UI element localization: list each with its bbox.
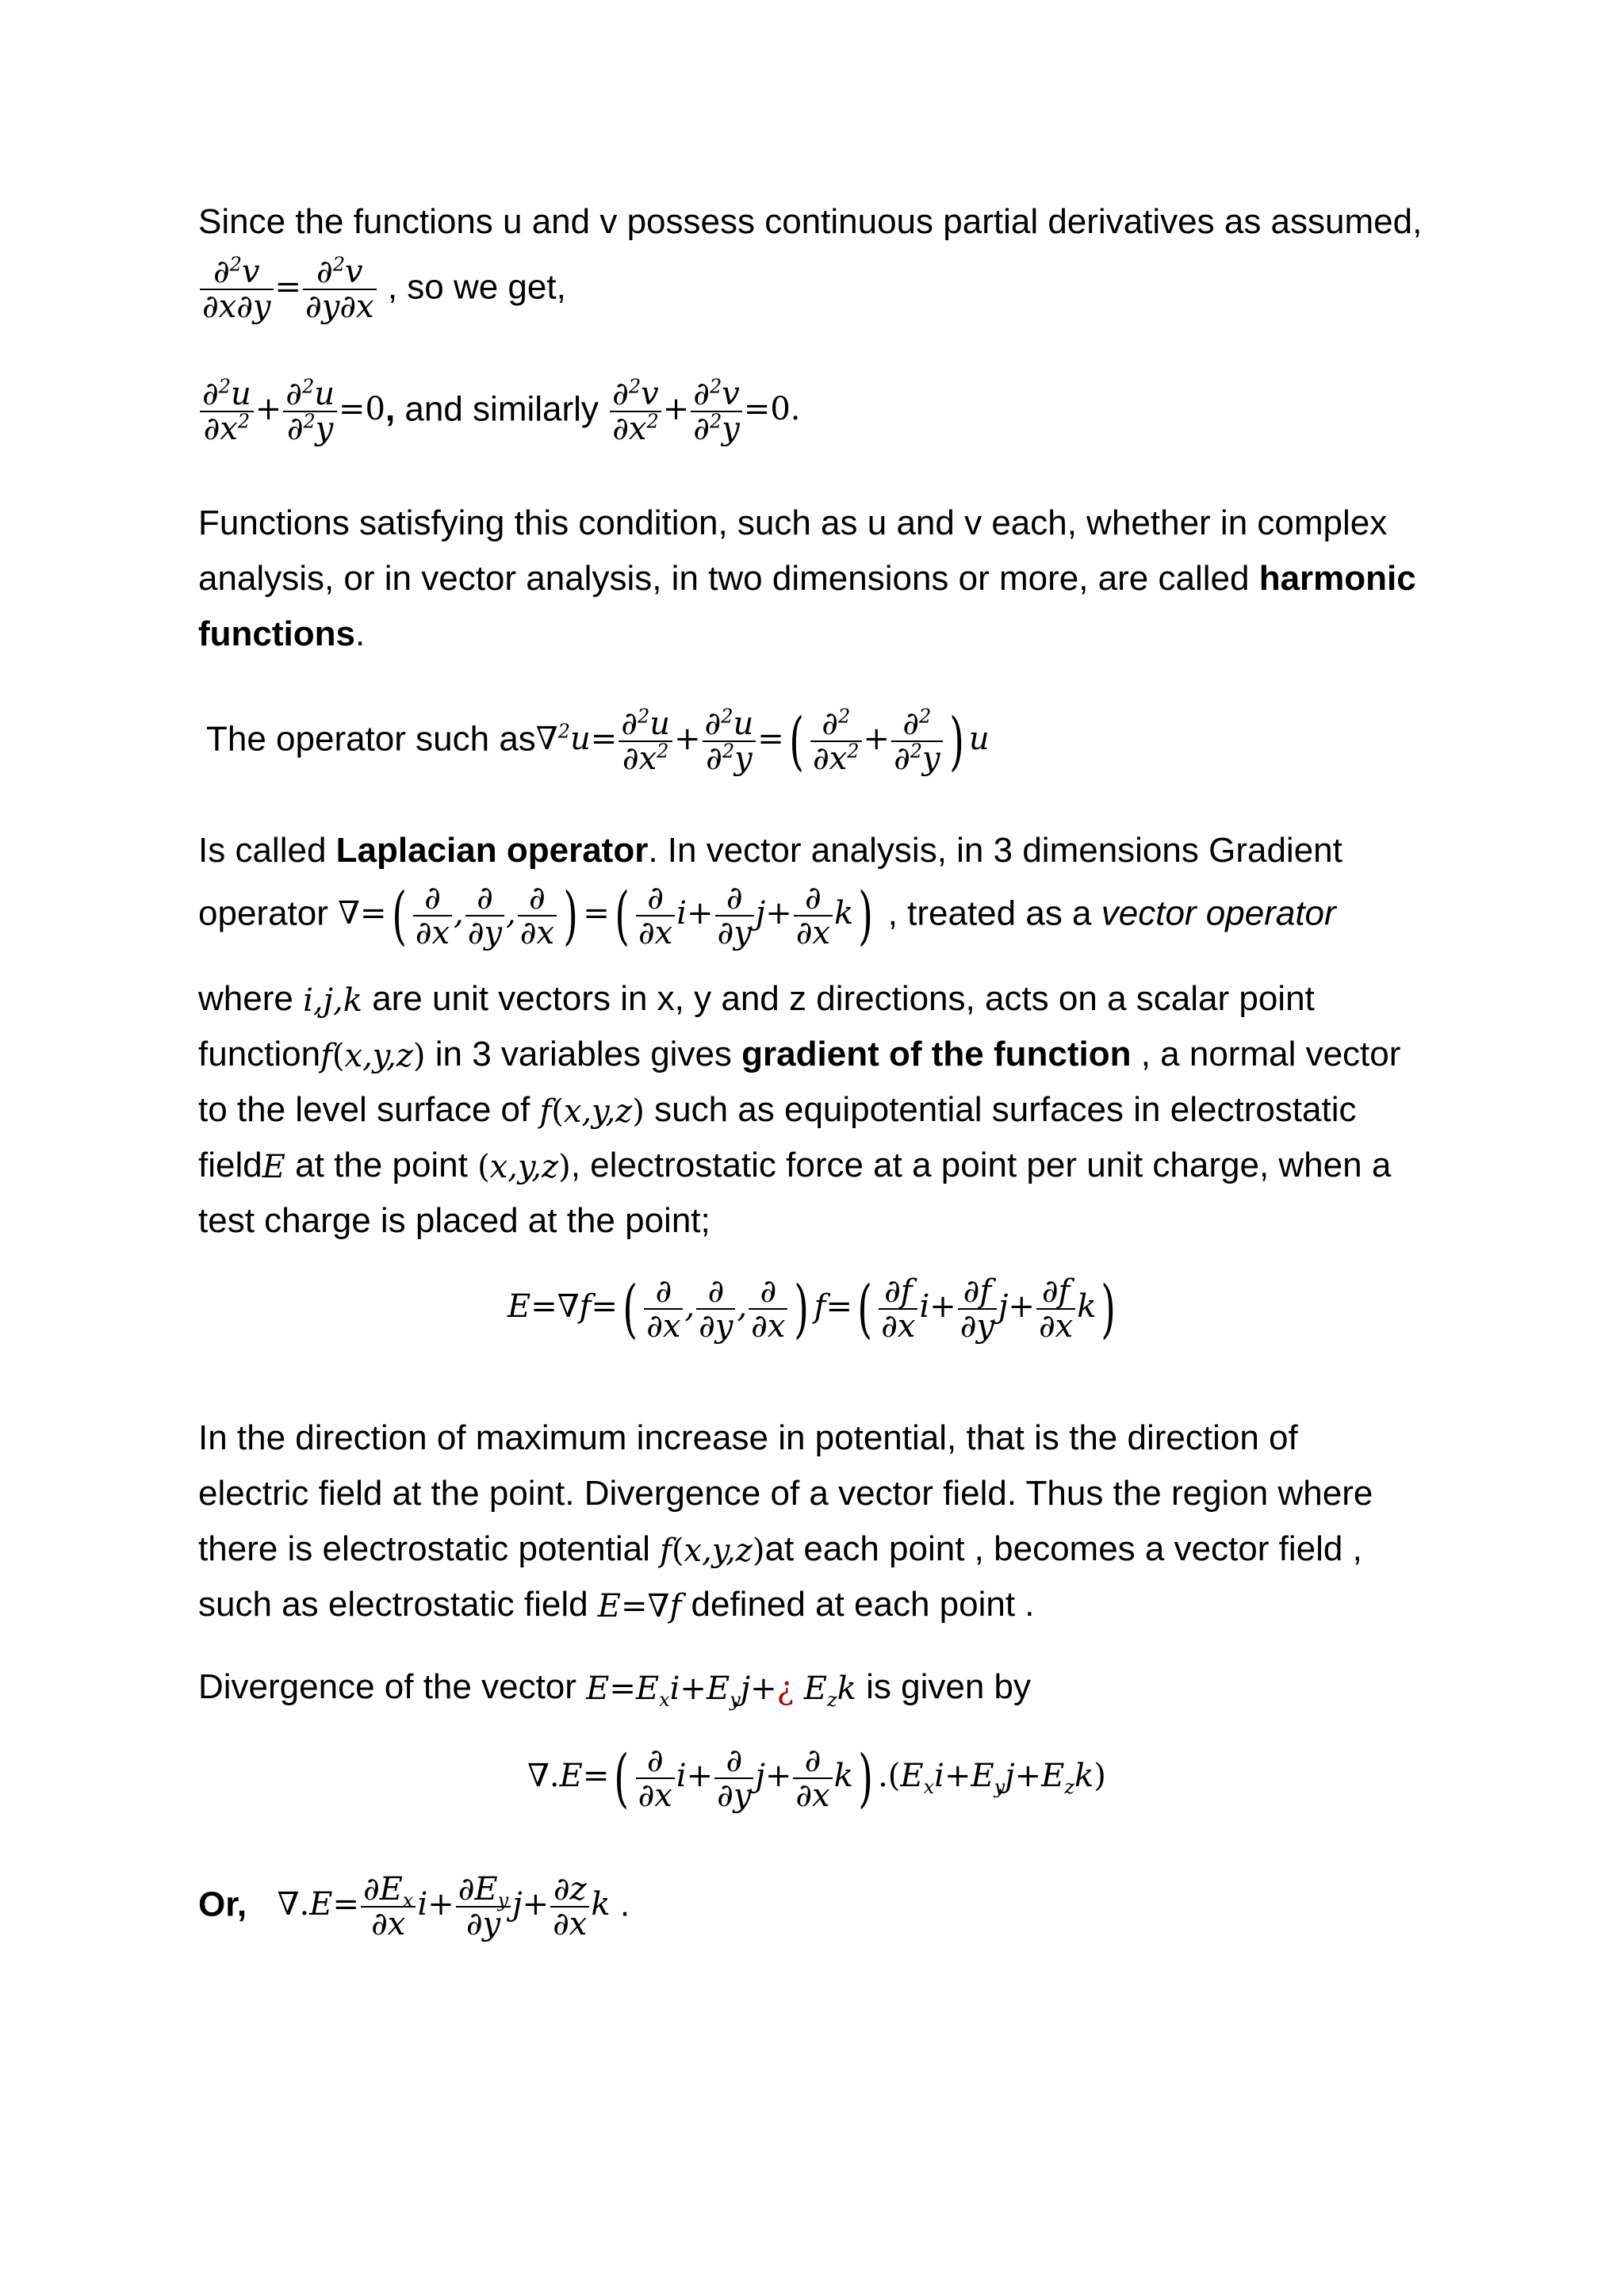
equation-laplace-u: $\frac{\partial^2u}{\partial x^2}$ + $\frac{\partial^2u}{\partial^2y}$ =0 xyxy=(198,377,385,446)
text-p2-line2: analysis, or in vector analysis, in two dimensions or more, are called xyxy=(198,559,1250,598)
direction-line-1 xyxy=(198,1416,1298,1460)
equation-divergence: ∇.E=( $\frac{\partial}{\partial x}$ i+ $\frac{\partial}{\partial y}$ j+ $\frac{\partial}{\partial x}$ k) $.(E_xi+E_yj+E_zk)$ xyxy=(527,1741,1106,1815)
operator-line xyxy=(206,704,990,778)
divergence-equation-line xyxy=(527,1741,1106,1815)
equation-gradient-operator: ∇=( $\frac{\partial}{\partial x}$ , $\frac{\partial}{\partial y}$ , $\frac{\partial}{\partial x}$ ) =( $\frac{\partial}{\partial x}$ i+ $\frac{\partial}{\partial y}$ j+ $\frac{\partial}{\partial x}$ k) xyxy=(338,878,874,952)
text-dir-line1: In the direction of maximum increase in potential, that is the direction of xyxy=(198,1418,1298,1457)
text-vector-analysis: . In vector analysis, in 3 dimensions Gradient xyxy=(648,831,1342,870)
equation-E-grad-f: E=∇f=( $\frac{\partial}{\partial x}$ , $\frac{\partial}{\partial y}$ , $\frac{\partial}{\partial x}$ ) f=( $\frac{\partial f}{\partial x}$ i+ $\frac{\partial f}{\partial y}$ j+ $\frac{\partial f}{\partial x}$ k) xyxy=(508,1272,1116,1345)
paragraph-2-line-1 xyxy=(198,501,1387,545)
function-line xyxy=(198,1032,1400,1078)
equation-divergence-result: ∇.E= $\frac{\partial E_x}{\partial x}$ i+ $\frac{\partial E_y}{\partial y}$ j+ $\frac{\partial z}{\partial x}$ k xyxy=(277,1871,611,1942)
direction-line-3 xyxy=(198,1527,1362,1573)
text-so-we-get: , so we get, xyxy=(387,267,566,307)
text-is-called: Is called xyxy=(198,831,327,870)
level-surface-line xyxy=(198,1088,1356,1134)
text-function: function xyxy=(198,1035,321,1073)
text-treated-as: , treated as a xyxy=(887,894,1092,933)
text-level-surface: to the level surface of xyxy=(198,1090,530,1129)
text-p2-line1: Functions satisfying this condition, such as u and v each, whether in complex xyxy=(198,503,1388,542)
laplace-equations-line: $\frac{\partial^2u}{\partial x^2}$ + $\frac{\partial^2u}{\partial^2y}$ =0, and similarly $\frac{\partial^2v}{\partial x^2}$ + $\frac{\partial^2v}{\partial^2y}$ =0. xyxy=(198,377,801,446)
math-f-xyz-3: f(x,y,z) xyxy=(660,1533,765,1570)
text-vector-operator-italic: vector operator xyxy=(1101,894,1336,933)
field-line xyxy=(198,1143,1391,1189)
text-and-similarly: and similarly xyxy=(404,389,599,429)
text-at-the-point: at the point xyxy=(295,1146,468,1184)
mixed-partial-equation xyxy=(198,255,566,323)
math-ijk: i,j,k xyxy=(303,982,362,1020)
math-E: E xyxy=(262,1149,285,1186)
laplacian-named-line xyxy=(198,828,1342,873)
equation-laplacian: ∇$^2$u= $\frac{\partial^2u}{\partial x^2}$ + $\frac{\partial^2u}{\partial^2y}$ =( $\frac{\partial^2}{\partial x^2}$ + $\frac{\partial^2}{\partial^2y}$ ) u xyxy=(535,704,990,778)
text-dir-line3b: at each point , becomes a vector field , xyxy=(764,1529,1362,1568)
text-test-charge: test charge is placed at the point; xyxy=(198,1201,710,1240)
text-p1: Since the functions u and v possess continuous partial derivatives as assumed, xyxy=(198,202,1423,241)
text-or: Or, xyxy=(198,1885,247,1924)
text-functions-bold: functions xyxy=(198,614,355,653)
divergence-line xyxy=(198,1665,1031,1711)
direction-line-2 xyxy=(198,1471,1373,1516)
text-operator-label: operator xyxy=(198,894,328,933)
text-operator-intro: The operator such as xyxy=(206,719,536,759)
paragraph-1-line xyxy=(198,200,1422,244)
math-xyz: (x,y,z) xyxy=(477,1149,571,1186)
text-dir-line4b: defined at each point . xyxy=(691,1585,1035,1624)
text-dir-line4a: such as electrostatic field xyxy=(198,1585,588,1624)
paragraph-2-line-3 xyxy=(198,612,365,656)
text-final-period: . xyxy=(619,1885,630,1924)
text-laplacian-bold: Laplacian operator xyxy=(335,831,649,870)
math-f-xyz: f(x,y,z) xyxy=(320,1038,426,1075)
math-E-grad-f: E=∇f xyxy=(597,1588,682,1625)
text-normal-vector: , a normal vector xyxy=(1140,1035,1401,1073)
test-charge-line xyxy=(198,1199,710,1243)
text-period: . xyxy=(354,614,366,653)
text-where: where xyxy=(198,979,293,1018)
text-in-3-variables: in 3 variables gives xyxy=(435,1035,732,1073)
direction-line-4 xyxy=(198,1582,1035,1628)
math-f-xyz-2: f(x,y,z) xyxy=(539,1093,645,1131)
unit-vectors-line xyxy=(198,977,1315,1023)
text-electrostatic-force: , electrostatic force at a point per unit charge, when a xyxy=(570,1146,1392,1184)
text-harmonic-bold: harmonic xyxy=(1258,559,1416,598)
gradient-equation-line xyxy=(508,1272,1121,1345)
text-divergence-of: Divergence of the vector xyxy=(198,1667,576,1706)
text-is-given-by: is given by xyxy=(866,1667,1032,1706)
text-unit-vectors: are unit vectors in x, y and z directions, acts on a scalar point xyxy=(372,979,1315,1018)
math-E-components: $E=E_xi+E_yj+¿$ $E_zk$ xyxy=(586,1670,856,1712)
text-equipotential: such as equipotential surfaces in electrostatic xyxy=(654,1090,1357,1129)
gradient-operator-line xyxy=(198,878,1336,952)
paragraph-2-line-2 xyxy=(198,557,1416,601)
equation-mixed-partials: $\frac{\partial^2v}{\partial x\partial y}$ = $\frac{\partial^2v}{\partial y\partial x}$ xyxy=(198,255,378,323)
final-equation-line xyxy=(198,1873,630,1941)
text-field: field xyxy=(198,1146,262,1184)
text-dir-line3a: there is electrostatic potential xyxy=(198,1529,650,1568)
text-dir-line2: electric field at the point. Divergence of a vector field. Thus the region where xyxy=(198,1474,1373,1513)
text-gradient-bold: gradient of the function xyxy=(741,1035,1132,1073)
equation-laplace-v: $\frac{\partial^2v}{\partial x^2}$ + $\frac{\partial^2v}{\partial^2y}$ =0. xyxy=(608,377,800,446)
